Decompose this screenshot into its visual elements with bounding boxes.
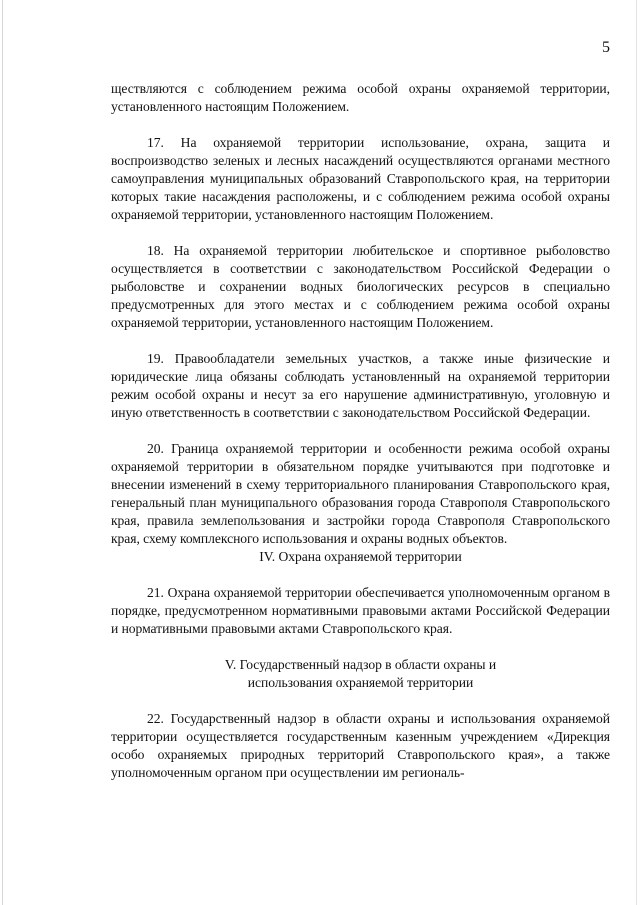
section-4-heading: IV. Охрана охраняемой территории (259, 549, 462, 564)
section-5-heading (111, 656, 610, 692)
paragraph-17: 17. На охраняемой территории использование, охрана, защита и воспроизводство зеленых и лесных насаждений осуществляются органами местного самоуправления муниципальных образований Ставропольского края, на территории которых такие насаждения расположены, и с соблюдением режима особой охраны охраняемой территории, установленного настоящим Положением. (111, 135, 610, 222)
paragraph-21: 21. Охрана охраняемой территории обеспечивается уполномоченным органом в порядке, предусмотренном нормативными правовыми актами Российской Федерации и нормативными правовыми актами Ставропольского края. (111, 585, 610, 636)
paragraph-18: 18. На охраняемой территории любительское и спортивное рыболовство осуществляется в соответствии с законодательством Российской Федерации о рыболовстве и сохранении водных биологических ресурсов в специально предусмотренных для этого местах и с соблюдением режима особой охраны охраняемой территории, установленного настоящим Положением. (111, 243, 610, 330)
page-right-edge (636, 0, 637, 905)
section-5-heading-line-1: V. Государственный надзор в области охраны и (224, 657, 497, 672)
page-left-edge (2, 0, 3, 905)
paragraph-continuation: ществляются с соблюдением режима особой охраны охраняемой территории, установленного настоящим Положением. (111, 81, 610, 114)
document-body (111, 80, 610, 782)
page-number: 5 (602, 39, 610, 56)
paragraph-19: 19. Правообладатели земельных участков, а также иные физические и юридические лица обязаны соблюдать установленный на охраняемой территории режим особой охраны и несут за его нарушение административную, уголовную и иную ответственность в соответствии с законодательством Российской Федерации. (111, 351, 610, 420)
section-5-heading-line-2: использования охраняемой территории (247, 675, 474, 690)
paragraph-22: 22. Государственный надзор в области охраны и использования охраняемой территории осуществляется государственным казенным учреждением «Дирекция особо охраняемых природных территорий Ставропольского края», а также уполномоченным органом при осуществлении им региональ- (111, 711, 610, 780)
paragraph-20: 20. Граница охраняемой территории и особенности режима особой охраны охраняемой территории в обязательном порядке учитываются при подготовке и внесении изменений в схему территориального планирования Ставропольского края, генеральный план муниципального образования города Ставрополя Ставропольского края, правила землепользования и застройки города Ставрополя Ставропольского края, схему комплексного использования и охраны водных объектов. (111, 441, 610, 546)
